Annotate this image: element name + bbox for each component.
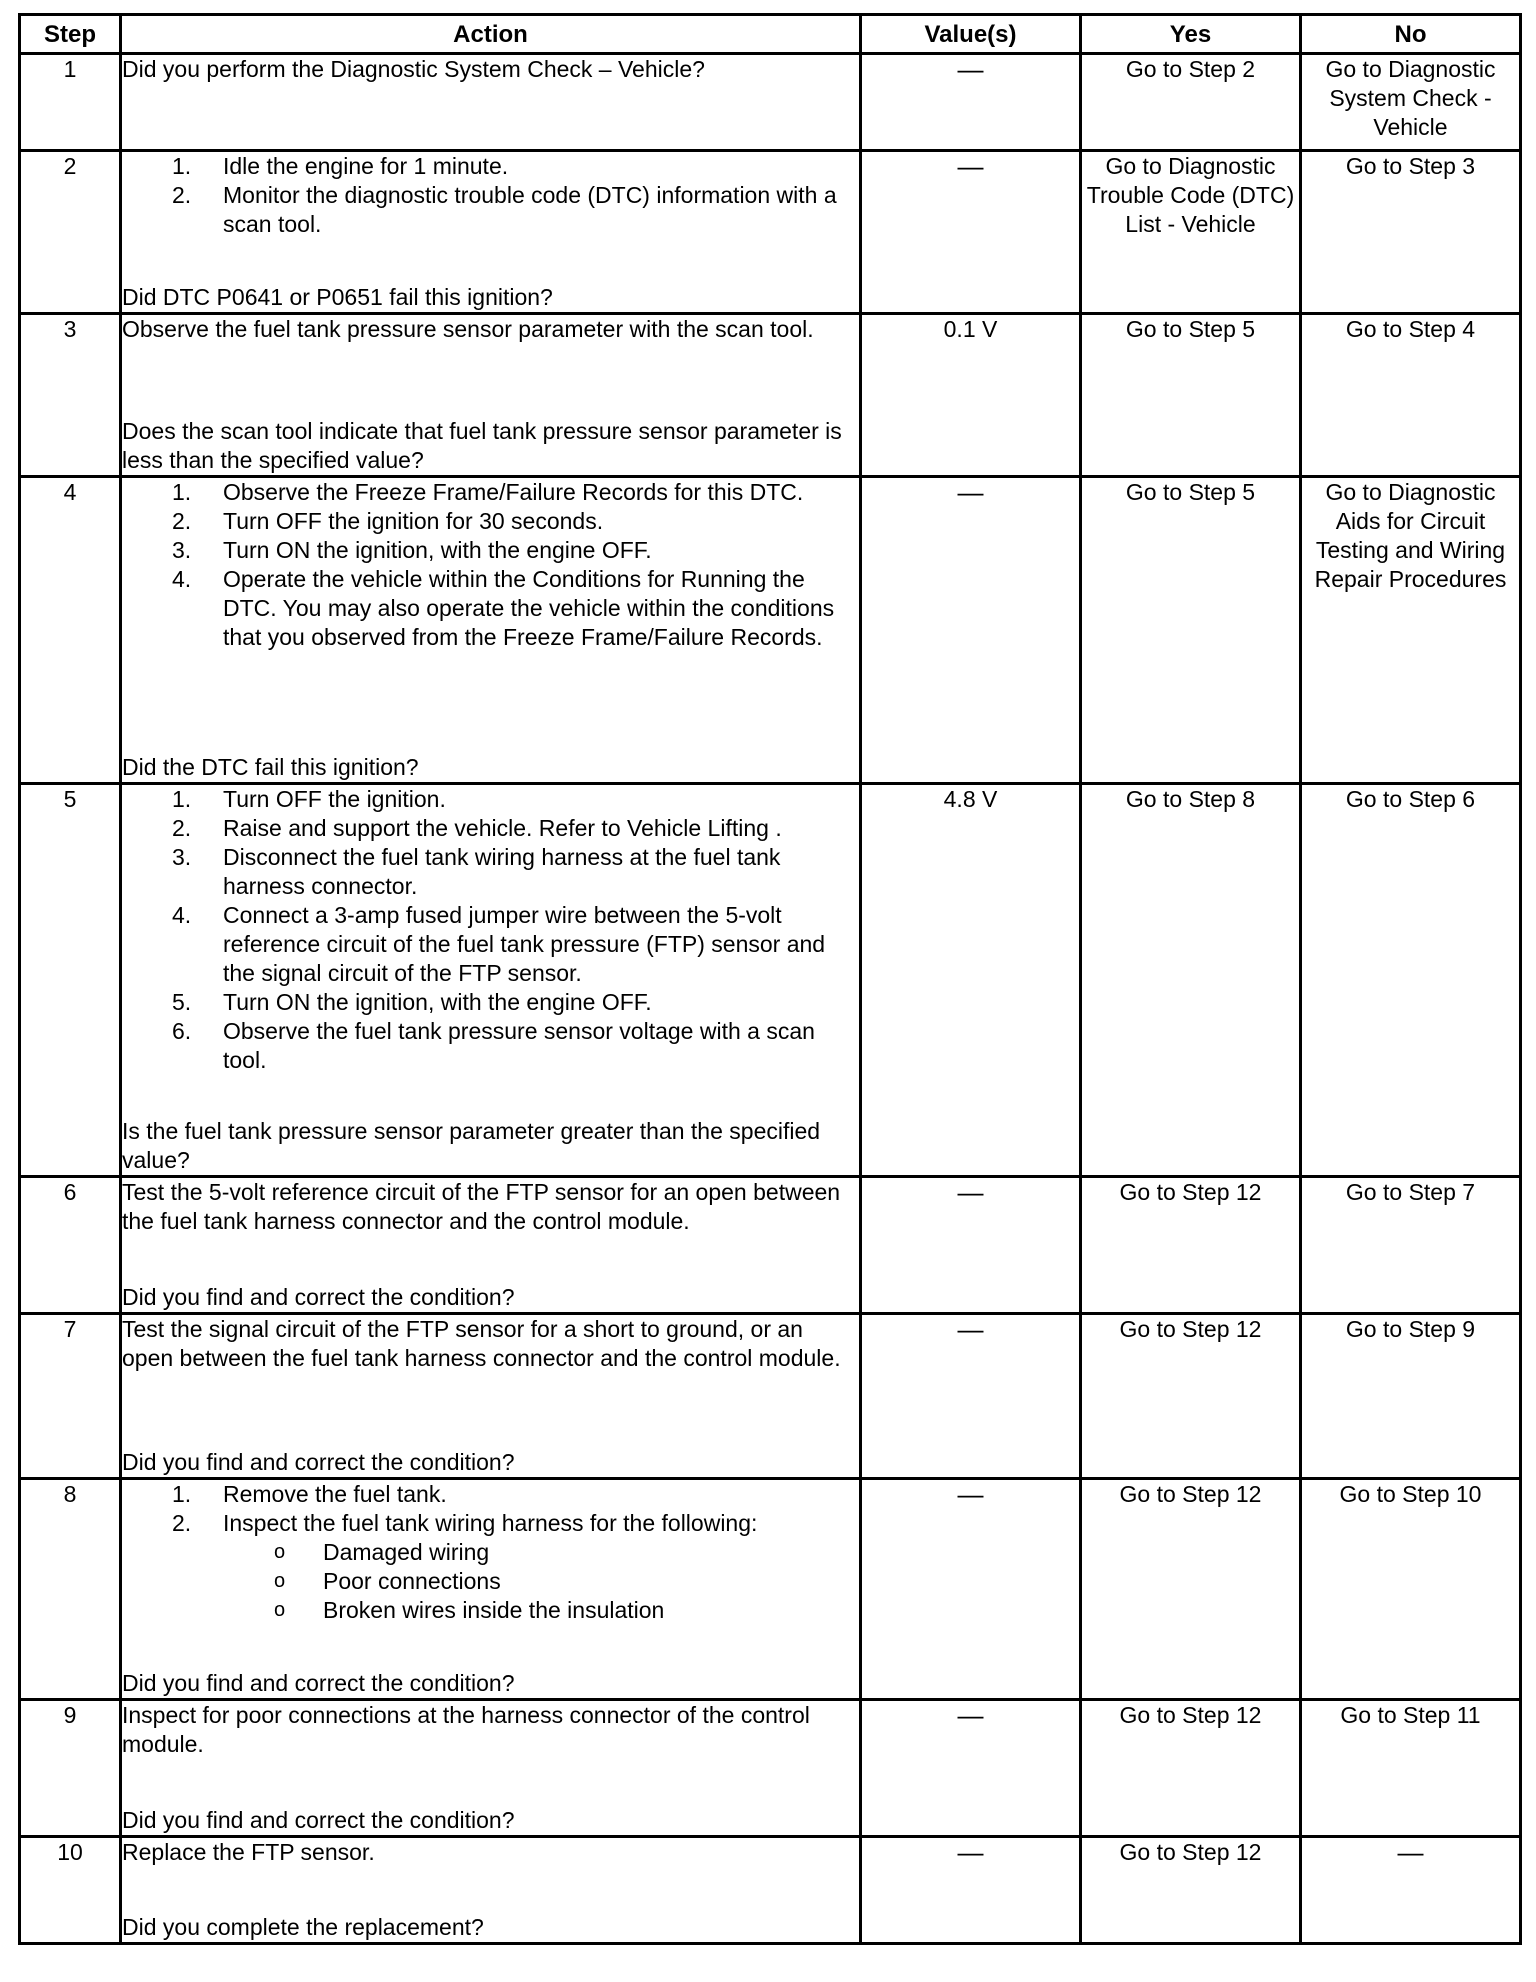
action-cell	[121, 151, 861, 314]
action-cell	[121, 1479, 861, 1700]
header-action: Action	[121, 15, 861, 54]
no-cell: Go to Diagnostic Aids for Circuit Testing and Wiring Repair Procedures	[1301, 477, 1521, 784]
action-step: 1. Observe the Freeze Frame/Failure Records for this DTC.	[172, 479, 804, 505]
value-text: 4.8 V	[943, 786, 998, 812]
no-cell: Go to Step 7	[1301, 1177, 1521, 1314]
value-cell	[861, 1479, 1081, 1700]
action-intro: Observe the fuel tank pressure sensor parameter with the scan tool.	[122, 316, 814, 342]
step-number: 5	[20, 784, 121, 1177]
value-text: —	[957, 1177, 984, 1207]
value-text: —	[957, 477, 984, 507]
action-question: Did you find and correct the condition?	[122, 1670, 515, 1696]
value-text: —	[957, 1479, 984, 1509]
table-row	[20, 784, 1521, 1177]
action-intro: Test the signal circuit of the FTP sensor for a short to ground, or an open between the fuel tank harness connector and the control module.	[122, 1316, 841, 1371]
value-cell	[861, 1837, 1081, 1944]
value-text: —	[957, 1314, 984, 1344]
action-intro: Test the 5-volt reference circuit of the FTP sensor for an open between the fuel tank harness connector and the control module.	[122, 1179, 841, 1234]
value-text: —	[957, 1700, 984, 1730]
no-cell: Go to Step 9	[1301, 1314, 1521, 1479]
action-intro: Replace the FTP sensor.	[122, 1839, 375, 1865]
yes-cell: Go to Step 2	[1081, 54, 1301, 151]
table-row	[20, 1700, 1521, 1837]
yes-cell: Go to Step 12	[1081, 1177, 1301, 1314]
action-step: 2. Turn OFF the ignition for 30 seconds.	[172, 508, 604, 534]
action-step: 1. Idle the engine for 1 minute.	[172, 153, 509, 179]
action-cell	[121, 477, 861, 784]
value-cell	[861, 477, 1081, 784]
action-question: Does the scan tool indicate that fuel tank pressure sensor parameter is less than the specified value?	[122, 418, 842, 473]
value-text: —	[957, 1837, 984, 1867]
value-cell	[861, 1177, 1081, 1314]
yes-cell: Go to Step 12	[1081, 1837, 1301, 1944]
value-cell	[861, 54, 1081, 151]
action-question: Did you find and correct the condition?	[122, 1807, 515, 1833]
value-text: —	[957, 151, 984, 181]
yes-cell: Go to Step 12	[1081, 1479, 1301, 1700]
header-no: No	[1301, 15, 1521, 54]
yes-cell: Go to Step 5	[1081, 477, 1301, 784]
value-cell	[861, 151, 1081, 314]
action-question: Did you find and correct the condition?	[122, 1284, 515, 1310]
header-values: Value(s)	[861, 15, 1081, 54]
no-cell: Go to Step 4	[1301, 314, 1521, 477]
action-cell	[121, 314, 861, 477]
action-substep: o Poor connections	[274, 1568, 501, 1594]
no-cell: Go to Step 11	[1301, 1700, 1521, 1837]
no-cell: —	[1301, 1837, 1521, 1944]
yes-cell: Go to Step 12	[1081, 1314, 1301, 1479]
action-step: 1. Remove the fuel tank.	[172, 1481, 447, 1507]
header-step: Step	[20, 15, 121, 54]
step-number: 3	[20, 314, 121, 477]
action-step: 1. Turn OFF the ignition.	[172, 786, 446, 812]
table-row	[20, 1479, 1521, 1700]
step-number: 4	[20, 477, 121, 784]
action-cell	[121, 1700, 861, 1837]
action-intro: Inspect for poor connections at the harness connector of the control module.	[122, 1702, 810, 1757]
header-row	[20, 15, 1521, 54]
no-cell: Go to Diagnostic System Check - Vehicle	[1301, 54, 1521, 151]
table-row	[20, 1177, 1521, 1314]
value-cell	[861, 1700, 1081, 1837]
no-cell: Go to Step 6	[1301, 784, 1521, 1177]
action-question: Did you complete the replacement?	[122, 1914, 484, 1940]
value-cell	[861, 784, 1081, 1177]
action-step: 2. Raise and support the vehicle. Refer to Vehicle Lifting .	[172, 815, 782, 841]
header-yes: Yes	[1081, 15, 1301, 54]
action-intro: Did you perform the Diagnostic System Check – Vehicle?	[122, 56, 705, 82]
action-substep: o Damaged wiring	[274, 1539, 490, 1565]
action-cell	[121, 1314, 861, 1479]
action-question: Did DTC P0641 or P0651 fail this ignition?	[122, 284, 553, 310]
action-cell	[121, 54, 861, 151]
step-number: 9	[20, 1700, 121, 1837]
step-number: 8	[20, 1479, 121, 1700]
no-cell: Go to Step 10	[1301, 1479, 1521, 1700]
action-cell	[121, 784, 861, 1177]
step-number: 10	[20, 1837, 121, 1944]
yes-cell: Go to Step 8	[1081, 784, 1301, 1177]
yes-cell: Go to Step 12	[1081, 1700, 1301, 1837]
yes-cell: Go to Step 5	[1081, 314, 1301, 477]
action-step: 5. Turn ON the ignition, with the engine OFF.	[172, 989, 652, 1015]
action-substep: o Broken wires inside the insulation	[274, 1597, 665, 1623]
action-question: Did you find and correct the condition?	[122, 1449, 515, 1475]
value-cell	[861, 1314, 1081, 1479]
table-row	[20, 477, 1521, 784]
action-cell	[121, 1837, 861, 1944]
action-question: Did the DTC fail this ignition?	[122, 754, 419, 780]
action-step: 2. Monitor the diagnostic trouble code (DTC) information with a scan tool.	[172, 182, 837, 237]
no-cell: Go to Step 3	[1301, 151, 1521, 314]
action-step: 2. Inspect the fuel tank wiring harness for the following:	[172, 1510, 758, 1536]
step-number: 6	[20, 1177, 121, 1314]
action-cell	[121, 1177, 861, 1314]
action-step: 4. Connect a 3-amp fused jumper wire between the 5-volt reference circuit of the fuel tank pressure (FTP) sensor and the signal circuit of the FTP sensor.	[172, 902, 826, 986]
table-row	[20, 54, 1521, 151]
value-text: 0.1 V	[943, 316, 998, 342]
yes-cell: Go to Diagnostic Trouble Code (DTC) List - Vehicle	[1081, 151, 1301, 314]
action-step: 3. Turn ON the ignition, with the engine OFF.	[172, 537, 652, 563]
table-row	[20, 151, 1521, 314]
table-row	[20, 314, 1521, 477]
step-number: 7	[20, 1314, 121, 1479]
action-step: 3. Disconnect the fuel tank wiring harness at the fuel tank harness connector.	[172, 844, 781, 899]
step-number: 2	[20, 151, 121, 314]
diagnostic-table	[18, 13, 1522, 1945]
value-cell	[861, 314, 1081, 477]
table-row	[20, 1314, 1521, 1479]
action-step: 6. Observe the fuel tank pressure sensor voltage with a scan tool.	[172, 1018, 815, 1073]
step-number: 1	[20, 54, 121, 151]
table-row	[20, 1837, 1521, 1944]
action-step: 4. Operate the vehicle within the Conditions for Running the DTC. You may also operate the vehicle within the conditions that you observed from the Freeze Frame/Failure Records.	[172, 566, 835, 650]
action-question: Is the fuel tank pressure sensor parameter greater than the specified value?	[122, 1118, 821, 1173]
value-text: —	[957, 54, 984, 84]
